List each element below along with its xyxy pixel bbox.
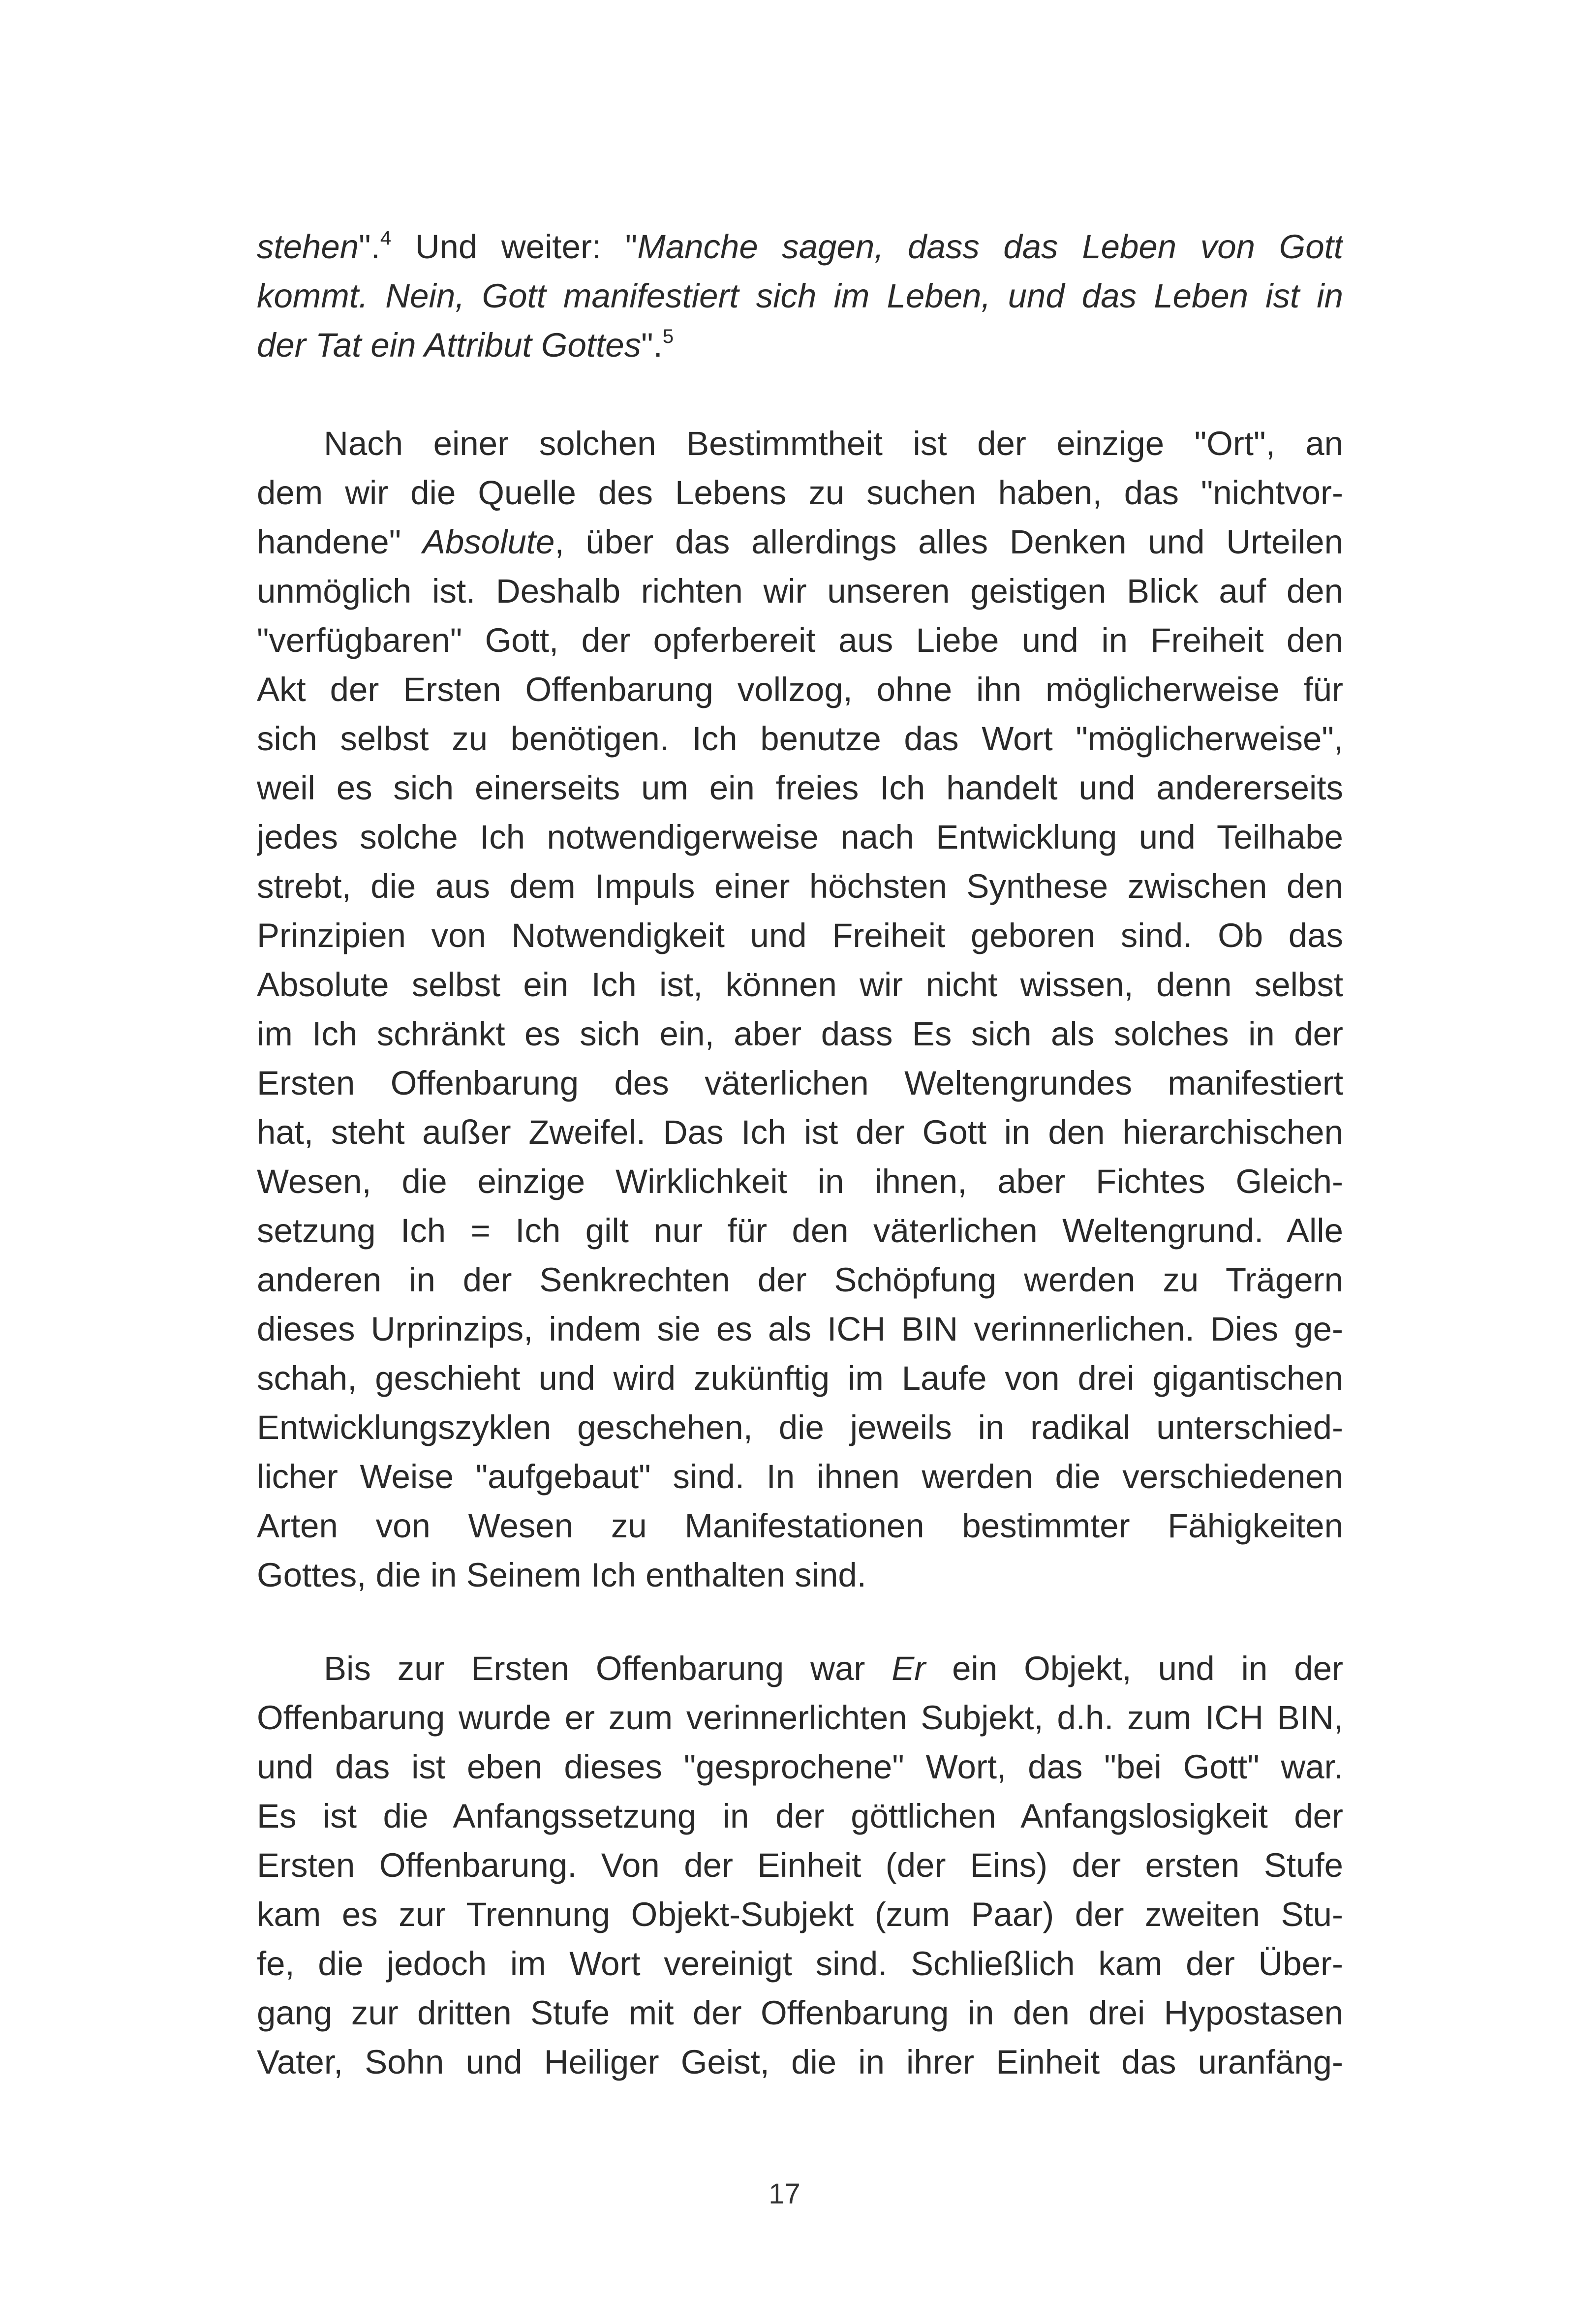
text-line: sich selbst zu benötigen. Ich benutze das Wort "möglicherweise", [257, 720, 1343, 758]
text-line: kam es zur Trennung Objekt-Subjekt (zum Paar) der zweiten Stu- [257, 1896, 1343, 1933]
footnote-marker[interactable]: 5 [662, 326, 674, 347]
text-line: gang zur dritten Stufe mit der Offenbarung in den drei Hypostasen [257, 1994, 1343, 2032]
text-line: "verfügbaren" Gott, der opferbereit aus Liebe und in Freiheit den [257, 621, 1343, 659]
text-line: Vater, Sohn und Heiliger Geist, die in ihrer Einheit das uranfäng- [257, 2043, 1343, 2081]
text-line: im Ich schränkt es sich ein, aber dass Es sich als solches in der [257, 1015, 1343, 1053]
text-fragment: handene" [257, 523, 423, 561]
text-fragment: Bis zur Ersten Offenbarung war [324, 1650, 892, 1687]
text-line [257, 222, 1343, 272]
text-line: Arten von Wesen zu Manifestationen bestimmter Fähigkeiten [257, 1507, 1343, 1545]
text-line: kommt. Nein, Gott manifestiert sich im Leben, und das Leben ist in [257, 277, 1343, 315]
italic-text: Manche sagen, dass das Leben von Gott [637, 228, 1343, 266]
italic-text: Absolute [422, 523, 555, 561]
text-line: setzung Ich = Ich gilt nur für den väterlichen Weltengrund. Alle [257, 1212, 1343, 1250]
text-fragment: , über das allerdings alles Denken und Urteilen [554, 523, 1343, 561]
text-line: Nach einer solchen Bestimmtheit ist der einzige "Ort", an [324, 425, 1343, 462]
italic-text: der Tat ein Attribut Gottes [257, 326, 642, 364]
text-line: Ersten Offenbarung des väterlichen Weltengrundes manifestiert [257, 1064, 1343, 1102]
paragraph-absolute [257, 419, 1343, 1600]
text-line [257, 1644, 1343, 1693]
text-fragment: ". [359, 228, 380, 266]
text-line: Absolute selbst ein Ich ist, können wir nicht wissen, denn selbst [257, 966, 1343, 1004]
text-line [257, 518, 1343, 567]
text-line: hat, steht außer Zweifel. Das Ich ist der Gott in den hierarchischen [257, 1113, 1343, 1151]
paragraph-quote-continuation [257, 222, 1343, 370]
text-line: licher Weise "aufgebaut" sind. In ihnen werden die verschiedenen [257, 1458, 1343, 1496]
text-line: und das ist eben dieses "gesprochene" Wort, das "bei Gott" war. [257, 1748, 1343, 1786]
text-line: strebt, die aus dem Impuls einer höchsten Synthese zwischen den [257, 867, 1343, 905]
text-line: weil es sich einerseits um ein freies Ich handelt und andererseits [257, 769, 1343, 807]
text-line: unmöglich ist. Deshalb richten wir unseren geistigen Blick auf den [257, 572, 1343, 610]
text-line: Akt der Ersten Offenbarung vollzog, ohne ihn möglicherweise für [257, 671, 1343, 708]
text-line: dem wir die Quelle des Lebens zu suchen haben, das "nichtvor- [257, 474, 1343, 512]
page-number: 17 [769, 2178, 800, 2210]
text-line: Entwicklungszyklen geschehen, die jeweils in radikal unterschied- [257, 1408, 1343, 1446]
text-line: anderen in der Senkrechten der Schöpfung werden zu Trägern [257, 1261, 1343, 1299]
text-fragment: ". [641, 326, 663, 364]
text-line: Offenbarung wurde er zum verinnerlichten Subjekt, d.h. zum ICH BIN, [257, 1699, 1343, 1737]
text-line: Ersten Offenbarung. Von der Einheit (der Eins) der ersten Stufe [257, 1846, 1343, 1884]
italic-text: Er [892, 1650, 926, 1687]
text-line: fe, die jedoch im Wort vereinigt sind. Schließlich kam der Über- [257, 1945, 1343, 1983]
text-fragment: ein Objekt, und in der [925, 1650, 1343, 1687]
italic-text: stehen [257, 228, 359, 266]
text-line: schah, geschieht und wird zukünftig im Laufe von drei gigantischen [257, 1359, 1343, 1397]
text-line: Wesen, die einzige Wirklichkeit in ihnen, aber Fichtes Gleich- [257, 1162, 1343, 1200]
paragraph-first-revelation [257, 1644, 1343, 2087]
text-line: Prinzipien von Notwendigkeit und Freiheit geboren sind. Ob das [257, 917, 1343, 954]
text-line: jedes solche Ich notwendigerweise nach Entwicklung und Teilhabe [257, 818, 1343, 856]
text-fragment: Und weiter: " [391, 228, 638, 266]
footnote-marker[interactable]: 4 [380, 227, 392, 249]
text-line: dieses Urprinzips, indem sie es als ICH BIN verinnerlichen. Dies ge- [257, 1310, 1343, 1348]
text-line: Es ist die Anfangssetzung in der göttlichen Anfangslosigkeit der [257, 1797, 1343, 1835]
text-line: Gottes, die in Seinem Ich enthalten sind. [257, 1556, 866, 1594]
text-line [257, 321, 1343, 370]
